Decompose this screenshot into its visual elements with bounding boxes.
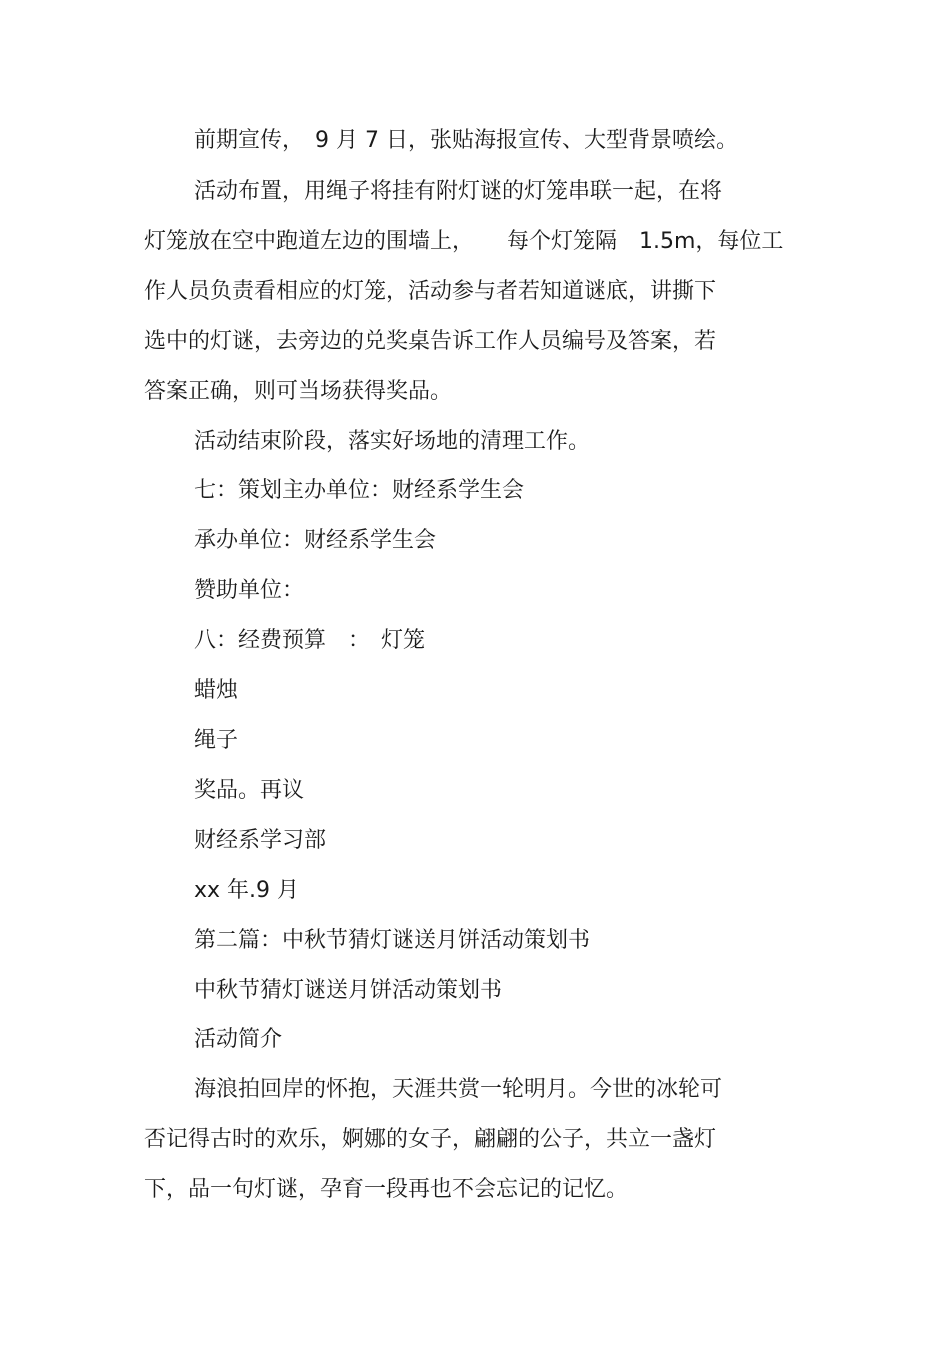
paragraph-line: xx 年.9 月	[194, 878, 300, 903]
document-title: 中秋节猜灯谜送月饼活动策划书	[194, 978, 503, 1003]
paragraph-line: 答案正确，则可当场获得奖品。	[144, 379, 453, 404]
paragraph-line: 否记得古时的欢乐，婀娜的女子，翩翩的公子，共立一盏灯	[144, 1127, 717, 1152]
paragraph-line: 绳子	[194, 728, 239, 753]
paragraph-line: 承办单位：财经系学生会	[194, 528, 437, 553]
paragraph-line: 奖品。再议	[194, 778, 305, 803]
paragraph-line: 下，品一句灯谜，孕育一段再也不会忘记的记忆。	[144, 1177, 629, 1202]
paragraph-line: 选中的灯谜，去旁边的兑奖桌告诉工作人员编号及答案，若	[144, 329, 717, 354]
section-heading: 第二篇：中秋节猜灯谜送月饼活动策划书	[194, 928, 591, 953]
paragraph-line: 前期宣传， 9 月 7 日，张贴海报宣传、大型背景喷绘。	[194, 128, 738, 153]
paragraph-line: 作人员负责看相应的灯笼，活动参与者若知道谜底，讲撕下	[144, 279, 717, 304]
paragraph-line: 活动布置，用绳子将挂有附灯谜的灯笼串联一起，在将	[194, 179, 723, 204]
section-heading: 活动简介	[194, 1027, 283, 1052]
paragraph-line: 七：策划主办单位：财经系学生会	[194, 478, 525, 503]
paragraph-line: 财经系学习部	[194, 828, 327, 853]
paragraph-line: 活动结束阶段，落实好场地的清理工作。	[194, 429, 591, 454]
paragraph-line: 海浪拍回岸的怀抱，天涯共赏一轮明月。今世的冰轮可	[194, 1077, 723, 1102]
paragraph-line: 赞助单位：	[194, 578, 305, 603]
paragraph-line: 八：经费预算 ： 灯笼	[194, 628, 426, 653]
paragraph-line: 蜡烛	[194, 678, 239, 703]
paragraph-line: 灯笼放在空中跑道左边的围墙上， 每个灯笼隔 1.5m，每位工	[144, 229, 784, 254]
